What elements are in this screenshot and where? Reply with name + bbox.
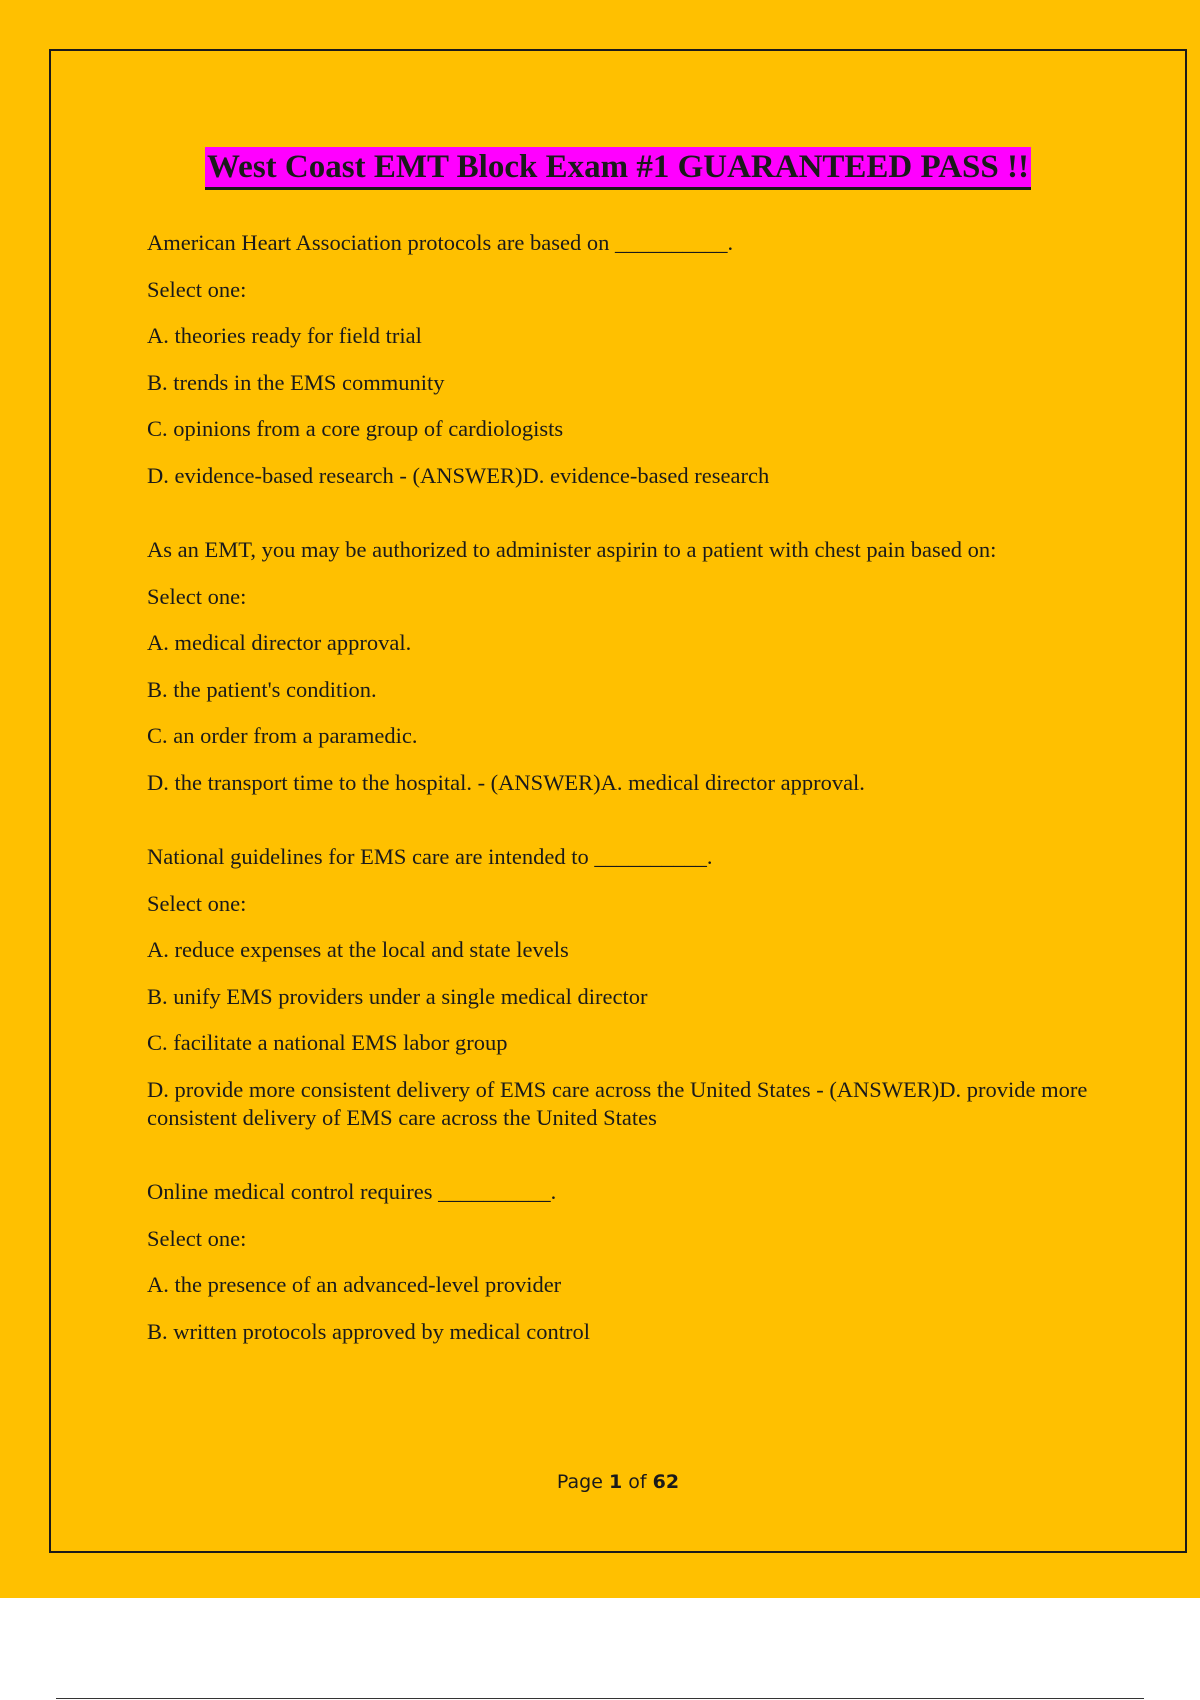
current-page: 1	[608, 1471, 623, 1493]
select-instruction: Select one:	[147, 890, 247, 916]
page-frame	[49, 49, 1187, 1553]
answer-option-b: B. the patient's condition.	[147, 676, 377, 702]
answer-option-c: C. facilitate a national EMS labor group	[147, 1030, 508, 1056]
question-2	[147, 536, 1137, 797]
answer-option-d: D. evidence-based research - (ANSWER)D. evidence-based research	[147, 462, 770, 488]
answer-option-a: A. theories ready for field trial	[147, 323, 422, 349]
document-title: West Coast EMT Block Exam #1 GUARANTEED PASS !!	[205, 147, 1031, 190]
answer-option-c: C. an order from a paramedic.	[147, 723, 418, 749]
title-container	[51, 147, 1185, 190]
next-page-divider	[56, 1698, 1144, 1699]
question-prompt: National guidelines for EMS care are intended to __________.	[147, 843, 713, 869]
page-number	[51, 1471, 1185, 1493]
question-prompt: Online medical control requires __________.	[147, 1178, 557, 1204]
answer-option-b: B. unify EMS providers under a single medical director	[147, 983, 648, 1009]
question-prompt: American Heart Association protocols are based on __________.	[147, 230, 734, 255]
answer-option-a: A. reduce expenses at the local and state levels	[147, 937, 569, 963]
select-instruction: Select one:	[147, 276, 247, 302]
answer-option-b: B. trends in the EMS community	[147, 369, 445, 395]
total-pages: 62	[652, 1471, 680, 1493]
question-3	[147, 843, 1137, 1132]
question-4	[147, 1178, 1137, 1346]
answer-option-a: A. the presence of an advanced-level provider	[147, 1272, 562, 1298]
page-label: Page	[556, 1471, 603, 1493]
question-list	[147, 229, 1137, 1392]
answer-option-d: D. the transport time to the hospital. - (ANSWER)A. medical director approval.	[147, 769, 865, 795]
select-instruction: Select one:	[147, 1225, 247, 1251]
of-label: of	[628, 1471, 647, 1493]
question-prompt: As an EMT, you may be authorized to administer aspirin to a patient with chest pain based on:	[147, 536, 997, 562]
answer-option-d: D. provide more consistent delivery of EMS care across the United States - (ANSWER)D. provide more consistent delivery of EMS care across the United States	[147, 1076, 1088, 1130]
answer-option-a: A. medical director approval.	[147, 630, 412, 656]
answer-option-c: C. opinions from a core group of cardiologists	[147, 416, 564, 442]
question-1	[147, 229, 1137, 490]
select-instruction: Select one:	[147, 583, 247, 609]
answer-option-b: B. written protocols approved by medical control	[147, 1318, 591, 1344]
